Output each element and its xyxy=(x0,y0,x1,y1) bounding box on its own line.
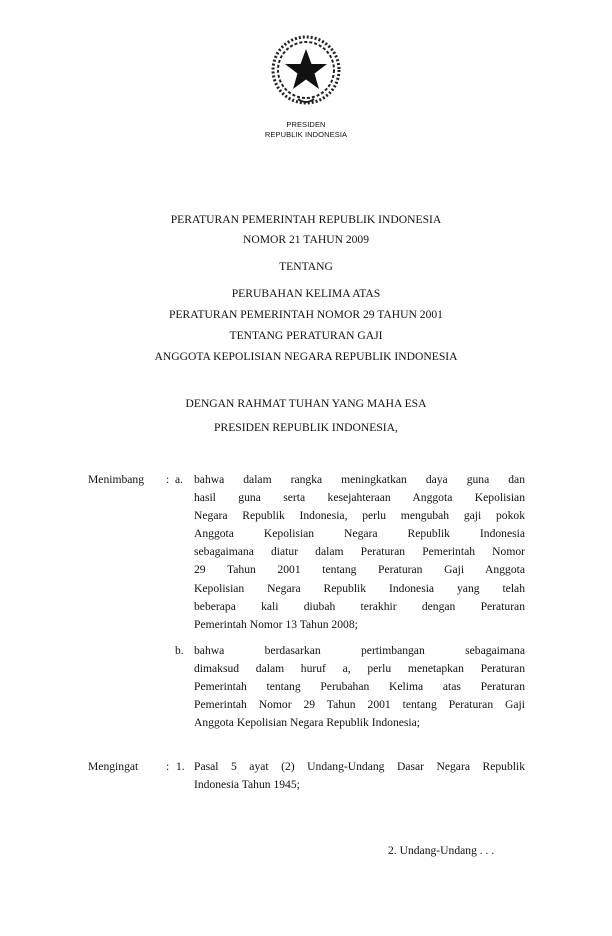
continuation-text: 2. Undang-Undang . . . xyxy=(388,844,495,857)
item-marker-1: 1. xyxy=(176,760,185,773)
presiden-line: PRESIDEN REPUBLIK INDONESIA, xyxy=(214,421,398,434)
title-line: PERATURAN PEMERINTAH REPUBLIK INDONESIA xyxy=(170,213,442,226)
body-line: hasil guna serta kesejahteraan Anggota Kepolisian xyxy=(194,491,525,505)
subject-line: PERATURAN PEMERINTAH NOMOR 29 TAHUN 2001 xyxy=(169,308,443,321)
body-line: Pemerintah Nomor 29 Tahun 2001 tentang Peraturan Gaji xyxy=(194,698,525,712)
body-line: Negara Republik Indonesia, perlu mengubah gaji pokok xyxy=(194,509,525,523)
body-line: bahwa berdasarkan pertimbangan sebagaimana xyxy=(194,644,525,657)
subject-line: PERUBAHAN KELIMA ATAS xyxy=(231,287,381,300)
subject-line: TENTANG PERATURAN GAJI xyxy=(229,329,383,342)
body-line: Indonesia Tahun 1945; xyxy=(194,778,300,792)
body-line: Pemerintah tentang Perubahan Kelima atas Peraturan xyxy=(194,680,525,694)
item-marker-b: b. xyxy=(175,644,184,657)
rahmat-line: DENGAN RAHMAT TUHAN YANG MAHA ESA xyxy=(185,397,427,410)
body-line: bahwa dalam rangka meningkatkan daya guna dan xyxy=(194,473,525,486)
body-line: 29 Tahun 2001 tentang Peraturan Gaji Anggota xyxy=(194,563,525,577)
body-line: beberapa kali diubah terakhir dengan Peraturan xyxy=(194,599,525,613)
body-line: sebagaimana diatur dalam Peraturan Pemerintah Nomor xyxy=(194,545,525,559)
body-line: Pasal 5 ayat (2) Undang-Undang Dasar Negara Republik xyxy=(194,760,525,773)
letterhead-republik: REPUBLIK INDONESIA xyxy=(264,130,348,139)
mengingat-item-1 xyxy=(194,758,525,794)
menimbang-item-b xyxy=(194,642,525,732)
mengingat-label: Mengingat xyxy=(88,760,139,773)
body-line: Anggota Kepolisian Negara Republik Indonesia xyxy=(194,527,525,541)
body-line: Pemerintah Nomor 13 Tahun 2008; xyxy=(194,617,358,631)
body-line: dimaksud dalam huruf a, perlu menetapkan Peraturan xyxy=(194,662,525,676)
item-marker-a: a. xyxy=(175,473,184,486)
body-line: Anggota Kepolisian Negara Republik Indonesia; xyxy=(194,716,421,730)
title-number: NOMOR 21 TAHUN 2009 xyxy=(242,233,370,246)
letterhead-presiden: PRESIDEN xyxy=(286,120,326,129)
subject-line: ANGGOTA KEPOLISIAN NEGARA REPUBLIK INDONESIA xyxy=(154,350,458,363)
title-tentang: TENTANG xyxy=(279,260,333,273)
menimbang-item-a xyxy=(194,471,525,634)
menimbang-label: Menimbang xyxy=(88,473,145,486)
menimbang-colon: : xyxy=(166,473,170,486)
body-line: Kepolisian Negara Republik Indonesia yang telah xyxy=(194,581,525,595)
presidential-emblem-icon xyxy=(268,33,344,109)
mengingat-colon: : xyxy=(166,760,170,773)
